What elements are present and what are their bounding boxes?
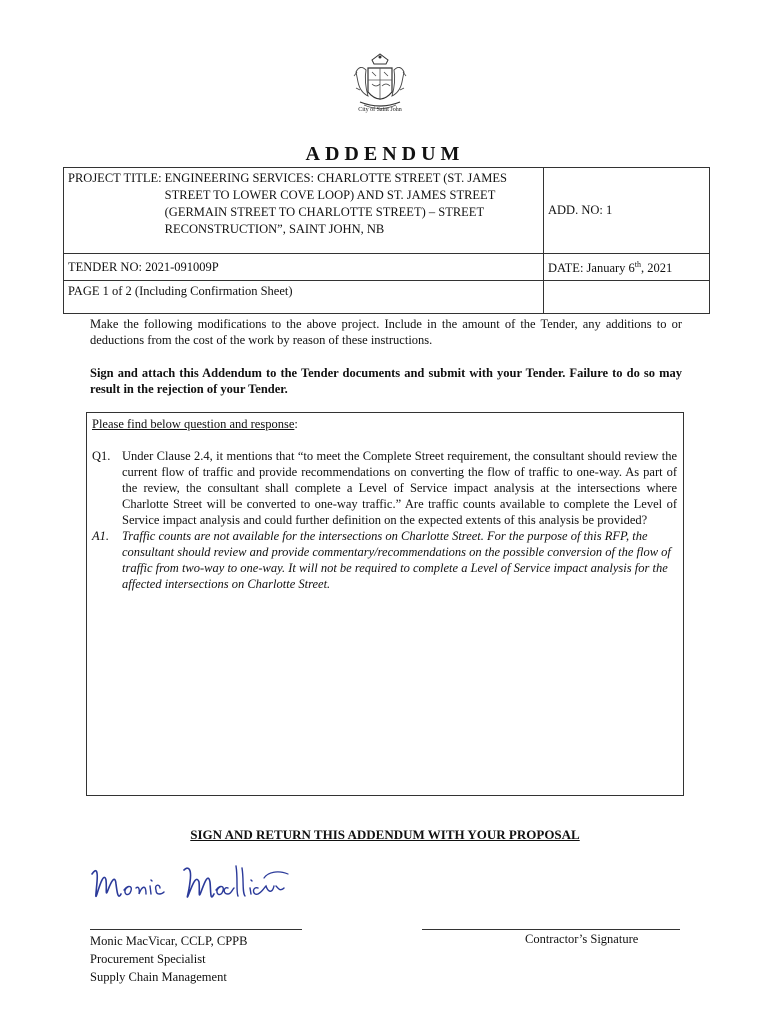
question-item: [92, 448, 677, 528]
date-cell: [544, 254, 710, 281]
page-title: ADDENDUM: [305, 143, 465, 165]
contractor-signature-label: Contractor’s Signature: [525, 932, 639, 946]
contractor-signature-line: [422, 929, 680, 930]
qa-intro-colon: :: [294, 417, 298, 431]
date-sup: th: [634, 260, 642, 270]
tender-no: TENDER NO: 2021-091009P: [68, 259, 219, 274]
answer-text: Traffic counts are not available for the intersections on Charlotte Street. For the purpose of this RFP, the consultant should review and provide commentary/recommendations on the possible conversion of the flow of traffic from two-way to one-way. It will not be required to complete a Level of Service impact analysis for the affected intersections on Charlotte Street.: [122, 529, 671, 591]
project-info-table: [63, 167, 710, 314]
page-count: PAGE 1 of 2 (Including Confirmation Sheet): [68, 284, 293, 298]
tender-no-cell: [64, 254, 544, 281]
signer-title: Procurement Specialist: [90, 952, 206, 966]
date-prefix: DATE: January 6: [548, 261, 635, 276]
question-label: Q1.: [92, 449, 111, 463]
signer-department: Supply Chain Management: [90, 970, 227, 984]
signer-block: [90, 932, 247, 986]
signer-signature-line: [90, 929, 302, 930]
add-no-cell: [544, 168, 710, 254]
date-suffix: , 2021: [641, 261, 673, 276]
add-no: ADD. NO: 1: [548, 203, 613, 217]
return-notice: SIGN AND RETURN THIS ADDENDUM WITH YOUR PROPOSAL: [190, 827, 580, 842]
project-title-value: ENGINEERING SERVICES: CHARLOTTE STREET (ST. JAMES STREET TO LOWER COVE LOOP) AND ST. JAMES STREET (GERMAIN STREET TO CHARLOTTE STREET) – STREET RECONSTRUCTION”, SAINT JOHN, NB: [164, 171, 507, 236]
submission-notice: Sign and attach this Addendum to the Tender documents and submit with your Tender. Failure to do so may result in the rejection of your Tender.: [90, 366, 682, 396]
question-text: Under Clause 2.4, it mentions that “to meet the Complete Street requirement, the consultant should review the current flow of traffic and provide recommendations on converting the flow of traffic to one-way. As part of the review, the consultant shall complete a Level of Service impact analysis at the intersections where Charlotte Street will be converted to one-way traffic.” Are traffic counts available to complete the Level of Service impact analysis and could further definition on the expected extents of this analysis be provided?: [122, 449, 677, 527]
signer-name: Monic MacVicar, CCLP, CPPB: [90, 934, 248, 948]
qa-intro-text: Please find below question and response: [92, 417, 295, 431]
handwritten-signature: [88, 860, 303, 910]
page-count-cell: [64, 281, 544, 314]
project-title-cell: [64, 168, 544, 254]
project-title-label: PROJECT TITLE:: [68, 171, 162, 185]
qa-intro: [92, 416, 677, 432]
answer-label: A1.: [92, 529, 110, 543]
answer-item: [92, 528, 677, 592]
qa-box: [86, 412, 684, 796]
instructions-paragraph: Make the following modifications to the above project. Include in the amount of the Tender, any additions to or deductions from the cost of the work by reason of these instructions.: [90, 317, 682, 347]
crest-caption: City of Saint John: [358, 107, 402, 113]
empty-cell: [544, 281, 710, 314]
